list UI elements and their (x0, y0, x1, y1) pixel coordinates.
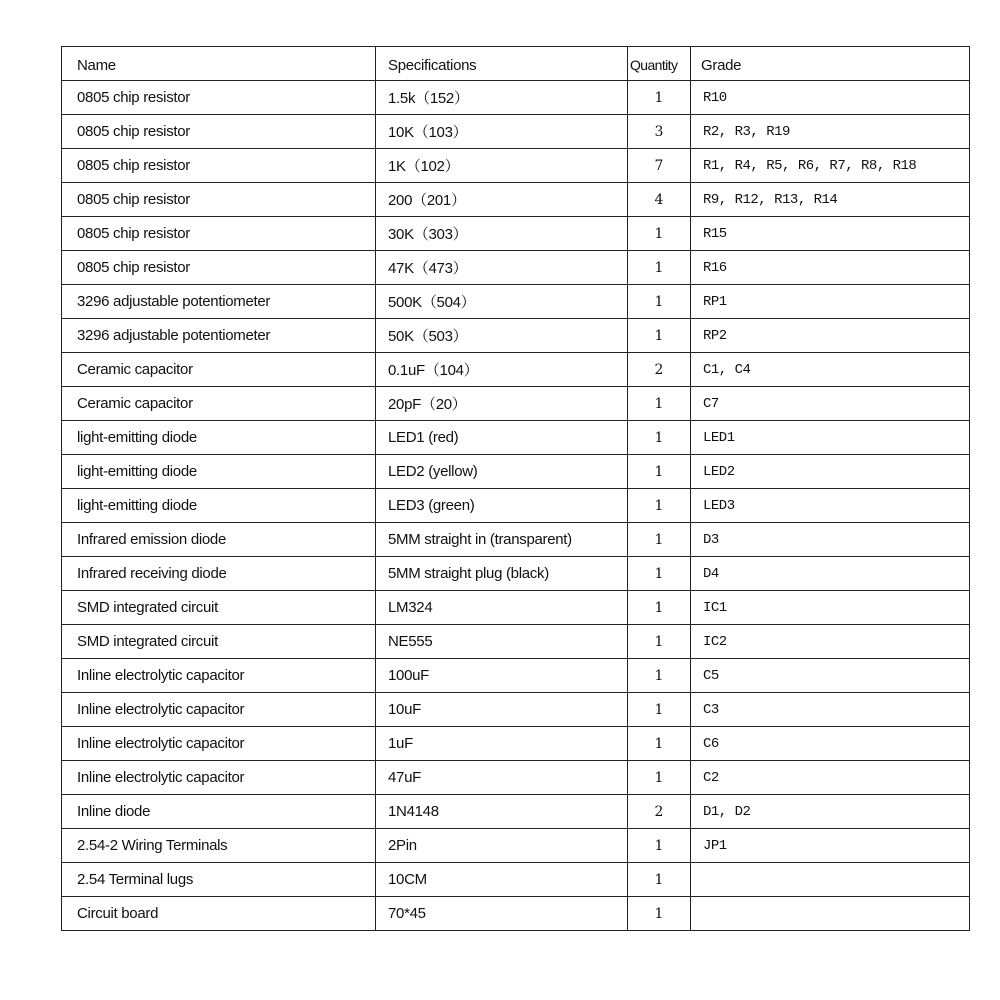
cell-specification: LED3 (green) (376, 489, 628, 523)
cell-grade: R16 (691, 251, 970, 285)
cell-specification: 47K（473） (376, 251, 628, 285)
table-row (62, 727, 970, 761)
table-row (62, 659, 970, 693)
cell-grade: C2 (691, 761, 970, 795)
table-row (62, 897, 970, 931)
cell-name: 0805 chip resistor (62, 81, 376, 115)
cell-name: light-emitting diode (62, 421, 376, 455)
cell-quantity: 7 (628, 149, 691, 183)
cell-name: 0805 chip resistor (62, 217, 376, 251)
cell-grade: C7 (691, 387, 970, 421)
cell-quantity: 1 (628, 727, 691, 761)
cell-specification: 50K（503） (376, 319, 628, 353)
cell-name: 3296 adjustable potentiometer (62, 319, 376, 353)
cell-quantity: 1 (628, 693, 691, 727)
cell-grade: LED3 (691, 489, 970, 523)
cell-specification: 10CM (376, 863, 628, 897)
column-header-specifications: Specifications (376, 47, 628, 81)
cell-name: Circuit board (62, 897, 376, 931)
cell-name: 0805 chip resistor (62, 251, 376, 285)
cell-quantity: 1 (628, 591, 691, 625)
cell-quantity: 2 (628, 353, 691, 387)
table-row (62, 795, 970, 829)
table-row (62, 387, 970, 421)
cell-quantity: 1 (628, 387, 691, 421)
table-row (62, 149, 970, 183)
cell-quantity: 1 (628, 489, 691, 523)
cell-grade: C1, C4 (691, 353, 970, 387)
cell-quantity: 1 (628, 625, 691, 659)
cell-name: SMD integrated circuit (62, 625, 376, 659)
cell-quantity: 1 (628, 761, 691, 795)
cell-quantity: 1 (628, 863, 691, 897)
cell-specification: LED1 (red) (376, 421, 628, 455)
cell-grade: R15 (691, 217, 970, 251)
table-header-row (62, 47, 970, 81)
cell-quantity: 1 (628, 285, 691, 319)
cell-quantity: 1 (628, 251, 691, 285)
table-row (62, 829, 970, 863)
cell-specification: 2Pin (376, 829, 628, 863)
cell-quantity: 1 (628, 897, 691, 931)
cell-grade: C3 (691, 693, 970, 727)
cell-grade: RP2 (691, 319, 970, 353)
table-row (62, 455, 970, 489)
cell-specification: 100uF (376, 659, 628, 693)
cell-quantity: 1 (628, 81, 691, 115)
cell-grade: R2, R3, R19 (691, 115, 970, 149)
table-row (62, 183, 970, 217)
cell-name: 0805 chip resistor (62, 183, 376, 217)
cell-name: Ceramic capacitor (62, 387, 376, 421)
cell-specification: 200（201） (376, 183, 628, 217)
bill-of-materials-table (61, 46, 970, 931)
cell-specification: NE555 (376, 625, 628, 659)
cell-specification: 500K（504） (376, 285, 628, 319)
cell-quantity: 1 (628, 421, 691, 455)
cell-grade: D1, D2 (691, 795, 970, 829)
table-body (62, 81, 970, 931)
table-row (62, 625, 970, 659)
cell-quantity: 2 (628, 795, 691, 829)
cell-quantity: 1 (628, 455, 691, 489)
cell-name: Infrared receiving diode (62, 557, 376, 591)
cell-specification: 10K（103） (376, 115, 628, 149)
table-row (62, 693, 970, 727)
cell-grade: R9, R12, R13, R14 (691, 183, 970, 217)
table-row (62, 523, 970, 557)
cell-specification: LM324 (376, 591, 628, 625)
cell-name: Ceramic capacitor (62, 353, 376, 387)
cell-grade (691, 897, 970, 931)
table-row (62, 217, 970, 251)
cell-name: Inline electrolytic capacitor (62, 761, 376, 795)
cell-grade: C6 (691, 727, 970, 761)
cell-name: Inline diode (62, 795, 376, 829)
cell-grade: LED1 (691, 421, 970, 455)
cell-quantity: 1 (628, 523, 691, 557)
cell-name: SMD integrated circuit (62, 591, 376, 625)
cell-specification: LED2 (yellow) (376, 455, 628, 489)
cell-grade: D3 (691, 523, 970, 557)
table-row (62, 591, 970, 625)
cell-specification: 47uF (376, 761, 628, 795)
table-row (62, 81, 970, 115)
cell-quantity: 1 (628, 319, 691, 353)
cell-quantity: 1 (628, 557, 691, 591)
cell-grade: IC1 (691, 591, 970, 625)
table-row (62, 557, 970, 591)
cell-specification: 1.5k（152） (376, 81, 628, 115)
cell-grade: JP1 (691, 829, 970, 863)
column-header-name: Name (62, 47, 376, 81)
cell-specification: 1K（102） (376, 149, 628, 183)
cell-grade: R10 (691, 81, 970, 115)
table-row (62, 115, 970, 149)
cell-quantity: 4 (628, 183, 691, 217)
cell-name: 0805 chip resistor (62, 149, 376, 183)
cell-specification: 5MM straight plug (black) (376, 557, 628, 591)
cell-name: Inline electrolytic capacitor (62, 727, 376, 761)
cell-grade: RP1 (691, 285, 970, 319)
cell-specification: 70*45 (376, 897, 628, 931)
cell-name: light-emitting diode (62, 455, 376, 489)
table-row (62, 353, 970, 387)
cell-grade: D4 (691, 557, 970, 591)
cell-specification: 5MM straight in (transparent) (376, 523, 628, 557)
cell-quantity: 3 (628, 115, 691, 149)
cell-name: Infrared emission diode (62, 523, 376, 557)
table-row (62, 319, 970, 353)
cell-specification: 0.1uF（104） (376, 353, 628, 387)
cell-quantity: 1 (628, 829, 691, 863)
cell-name: 2.54 Terminal lugs (62, 863, 376, 897)
cell-specification: 1N4148 (376, 795, 628, 829)
cell-specification: 20pF（20） (376, 387, 628, 421)
cell-name: Inline electrolytic capacitor (62, 659, 376, 693)
cell-name: 2.54-2 Wiring Terminals (62, 829, 376, 863)
cell-quantity: 1 (628, 659, 691, 693)
column-header-quantity: Quantity (628, 47, 691, 81)
cell-quantity: 1 (628, 217, 691, 251)
table-row (62, 285, 970, 319)
cell-grade: LED2 (691, 455, 970, 489)
cell-specification: 30K（303） (376, 217, 628, 251)
cell-name: 3296 adjustable potentiometer (62, 285, 376, 319)
table-row (62, 761, 970, 795)
table-row (62, 863, 970, 897)
cell-name: light-emitting diode (62, 489, 376, 523)
column-header-grade: Grade (691, 47, 970, 81)
cell-grade: R1, R4, R5, R6, R7, R8, R18 (691, 149, 970, 183)
table-row (62, 421, 970, 455)
cell-specification: 10uF (376, 693, 628, 727)
cell-name: Inline electrolytic capacitor (62, 693, 376, 727)
cell-specification: 1uF (376, 727, 628, 761)
cell-grade: IC2 (691, 625, 970, 659)
cell-grade (691, 863, 970, 897)
cell-name: 0805 chip resistor (62, 115, 376, 149)
cell-grade: C5 (691, 659, 970, 693)
table-row (62, 251, 970, 285)
table-row (62, 489, 970, 523)
